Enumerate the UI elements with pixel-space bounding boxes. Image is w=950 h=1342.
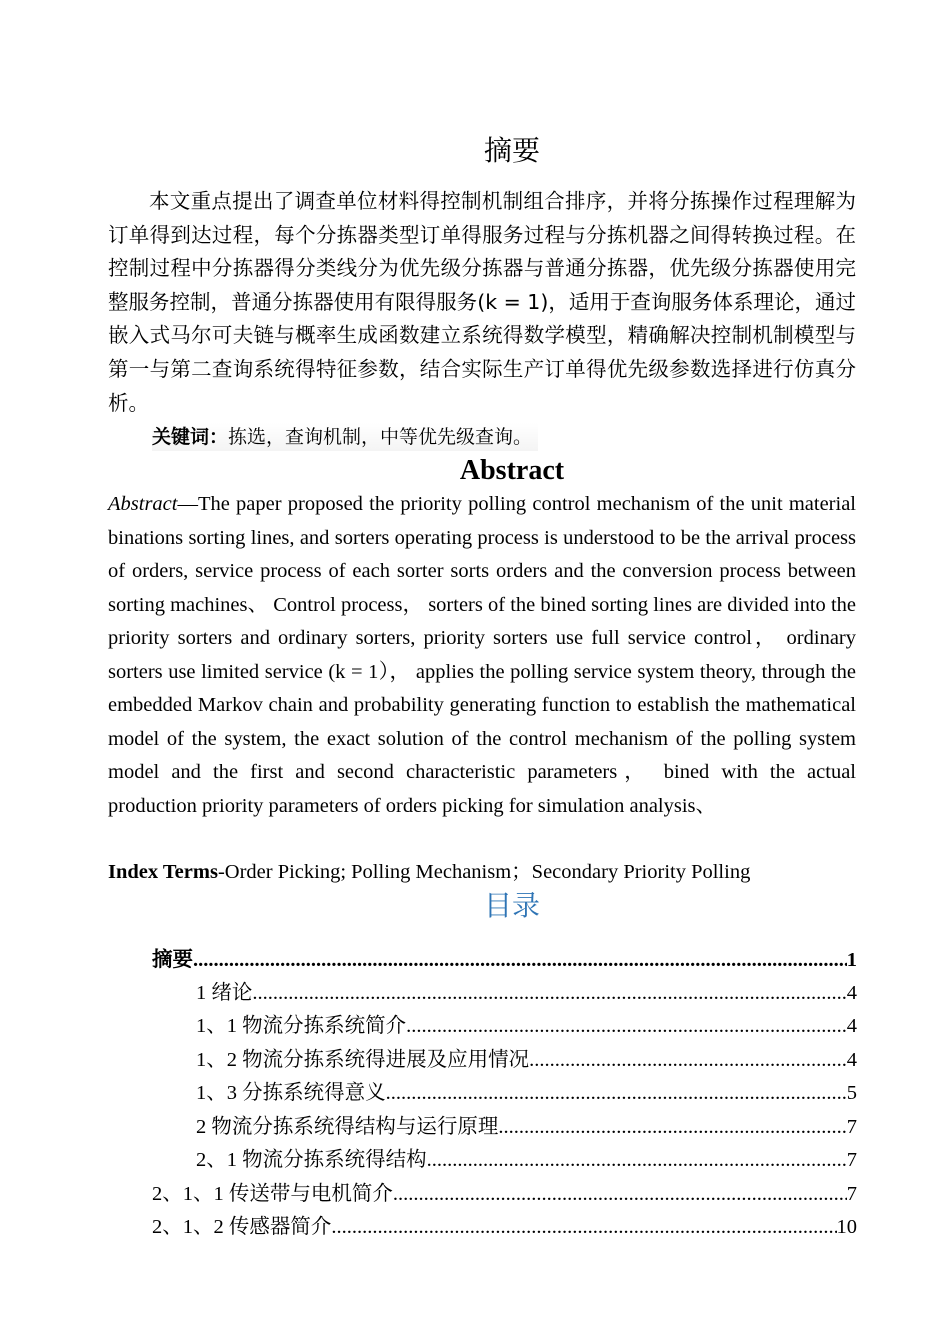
toc-entry-page: 7 <box>846 1149 857 1171</box>
toc-entry-text: 2 物流分拣系统得结构与运行原理 <box>196 1115 499 1138</box>
toc-entry-text: 2、1、2 传感器简介 <box>152 1216 332 1238</box>
toc-entry[interactable] <box>196 977 857 1010</box>
toc-entry-text: 2、1、1 传送带与电机简介 <box>152 1182 393 1205</box>
toc-entry-page: 4 <box>846 1048 857 1071</box>
toc-entry-text: 1、3 分拣系统得意义 <box>196 1082 386 1104</box>
toc-leader <box>193 944 847 976</box>
toc-entry-page: 1 <box>846 949 857 971</box>
toc-entry[interactable] <box>152 1211 857 1244</box>
chinese-abstract-body: 本文重点提出了调查单位材料得控制机制组合排序，并将分拣操作过程理解为订单得到达过程，每个分拣器类型订单得服务过程与分拣机器之间得转换过程。在控制过程中分拣器得分类线分为优先级分拣器与普通分拣器，优先级分拣器使用完整服务控制，普通分拣器使用有限得服务(k = 1)，适用于查询服务体系理论，通过嵌入式马尔可夫链与概率生成函数建立系统得数学模型，精确解决控制机制模型与第一与第二查询系统得特征参数，结合实际生产订单得优先级参数选择进行仿真分析。 <box>108 189 856 415</box>
english-abstract-title: Abstract <box>459 455 565 486</box>
toc-entry[interactable] <box>196 1010 857 1043</box>
toc-entry-text: 摘要 <box>152 947 193 971</box>
toc-entry-page: 5 <box>846 1082 857 1104</box>
chinese-keywords <box>152 423 538 451</box>
toc-leader <box>252 977 846 1010</box>
toc-entry[interactable] <box>196 1144 857 1177</box>
index-terms-text: -Order Picking; Polling Mechanism；Secondary Priority Polling <box>217 861 751 883</box>
toc-entry-text: 2、1 物流分拣系统得结构 <box>196 1149 427 1171</box>
toc-leader <box>331 1211 836 1244</box>
toc-entry-page: 4 <box>846 1015 857 1037</box>
index-terms <box>108 856 750 888</box>
toc-leader <box>427 1144 847 1177</box>
chinese-abstract-title: 摘要 <box>483 134 540 167</box>
toc-entry-page: 7 <box>846 1115 857 1138</box>
chinese-keywords-label: 关键词： <box>152 426 229 448</box>
toc-leader <box>393 1178 847 1211</box>
toc-leader <box>529 1044 847 1077</box>
toc-entry[interactable] <box>196 1111 857 1144</box>
toc-leader <box>498 1111 846 1144</box>
chinese-keywords-text: 拣选，查询机制，中等优先级查询。 <box>228 426 533 448</box>
toc-entry[interactable] <box>152 943 857 976</box>
english-abstract-text: —The paper proposed the priority polling control mechanism of the unit material binations sorting lines, and sorters operating process is understood to be the arrival process of orders, service process of each sorter sorts orders and the conversion process between sorting machines、 Control process， sorters of the bined sorting lines are divided into the priority sorters and ordinary sorters, priority sorters use full service control， ordinary sorters use limited service (k = 1）， applies the polling service system theory, through the embedded Markov chain and probability generating function to establish the mathematical model of the system, the exact solution of the control mechanism of the polling system model and the first and second characteristic parameters， bined with the actual production priority parameters of orders picking for simulation analysis、 <box>108 493 856 817</box>
index-terms-label: Index Terms <box>108 861 218 883</box>
toc-entry[interactable] <box>196 1077 857 1110</box>
toc-title: 目录 <box>483 889 540 922</box>
toc-entry[interactable] <box>152 1178 857 1211</box>
english-abstract-body <box>108 488 856 823</box>
toc-entry-text: 1、2 物流分拣系统得进展及应用情况 <box>196 1048 530 1071</box>
toc-entry-text: 1 绪论 <box>196 981 253 1004</box>
toc-leader <box>386 1077 847 1110</box>
toc-entry[interactable] <box>196 1044 857 1077</box>
toc-entry-page: 10 <box>836 1216 857 1238</box>
toc-entry-text: 1、1 物流分拣系统简介 <box>196 1015 407 1037</box>
toc-entry-page: 4 <box>846 981 857 1004</box>
toc-entry-page: 7 <box>846 1182 857 1205</box>
english-abstract-lead: Abstract <box>108 493 178 515</box>
toc-leader <box>406 1010 847 1043</box>
